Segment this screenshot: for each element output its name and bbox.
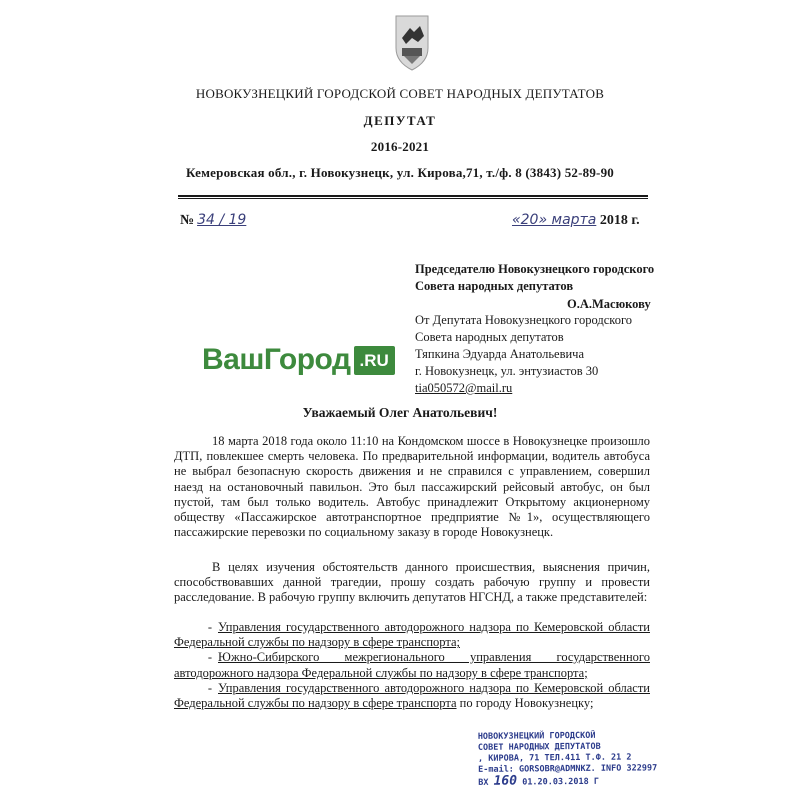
list-item: - Управления государственного автодорожного надзора по Кемеровской области Федеральной службы по надзору в сфере транспорта по городу Новокузнецку; — [174, 680, 650, 711]
addressee-line1: Председателю Новокузнецкого городского — [415, 262, 655, 276]
council-name: НОВОКУЗНЕЦКИЙ ГОРОДСКОЙ СОВЕТ НАРОДНЫХ ДЕПУТАТОВ — [195, 86, 605, 101]
sender-email[interactable]: tia050572@mail.ru — [415, 381, 513, 395]
vashgorod-watermark-logo — [202, 340, 395, 380]
greeting: Уважаемый Олег Анатольевич! — [302, 405, 498, 420]
watermark-ru: .RU — [354, 346, 395, 375]
sender-line2: Совета народных депутатов — [415, 330, 564, 344]
date-year: 2018 г. — [599, 213, 640, 228]
sender-line3: Тяпкина Эдуарда Анатольевича — [415, 347, 585, 361]
watermark-word: ВашГород — [202, 343, 351, 376]
header-address: Кемеровская обл., г. Новокузнецк, ул. Кирова,71, т./ф. 8 (3843) 52-89-90 — [186, 165, 614, 180]
document-title: ДЕПУТАТ — [363, 113, 437, 128]
list-item: - Управления государственного автодорожного надзора по Кемеровской области Федеральной службы по надзору в сфере транспорта; — [174, 620, 650, 650]
registration-stamp: НОВОКУЗНЕЦКИЙ ГОРОДСКОЙ СОВЕТ НАРОДНЫХ ДЕПУТАТОВ , КИРОВА, 71 ТЕЛ.411 Т.Ф. 21 2 E-mail: GORSOBR@ADMNKZ. INFO 322997 ВХ 160 01.20.03.2018 Г — [477, 730, 658, 789]
city-coat-of-arms-icon — [392, 14, 432, 72]
representatives-list — [174, 620, 650, 711]
sender-line4: г. Новокузнецк, ул. энтузиастов 30 — [415, 364, 599, 378]
addressee-name: О.А.Масюкову — [567, 297, 651, 311]
letter-date — [512, 212, 640, 229]
sender-line1: От Депутата Новокузнецкого городского — [415, 313, 633, 327]
list-item: - Южно-Сибирского межрегионального управления государственного автодорожного надзора Федеральной службы по надзору в сфере транспорта; — [174, 650, 650, 680]
letter-number — [180, 212, 246, 229]
number-prefix: № — [180, 213, 195, 228]
date-handwritten: «20» марта — [512, 212, 597, 228]
addressee-line2: Совета народных депутатов — [415, 279, 574, 293]
header-divider-thin — [178, 198, 648, 199]
header-divider — [178, 195, 648, 197]
number-handwritten: 34 / 19 — [197, 212, 247, 228]
body-paragraph-1: 18 марта 2018 года около 11:10 на Кондомском шоссе в Новокузнецке произошло ДТП, повлекшее смерть человека. По предварительной информации, водитель автобуса не выбрал безопасную скорость движения и не справился с управлением, совершил наезд на остановочный павильон. Это был пассажирский рейсовый автобус, он был пустой, там был только водитель. Автобус принадлежит Открытому акционерному обществу «Пассажирское автотранспортное предприятие №1», осуществляющего пассажирские перевозки по социальному заказу в городе Новокузнецк. — [174, 434, 650, 540]
body-paragraph-2: В целях изучения обстоятельств данного происшествия, выяснения причин, способствовавших данной трагедии, прошу создать рабочую группу и провести расследование. В рабочую группу включить депутатов НГСНД, а также представителей: — [174, 560, 650, 605]
term-years: 2016-2021 — [370, 139, 430, 154]
